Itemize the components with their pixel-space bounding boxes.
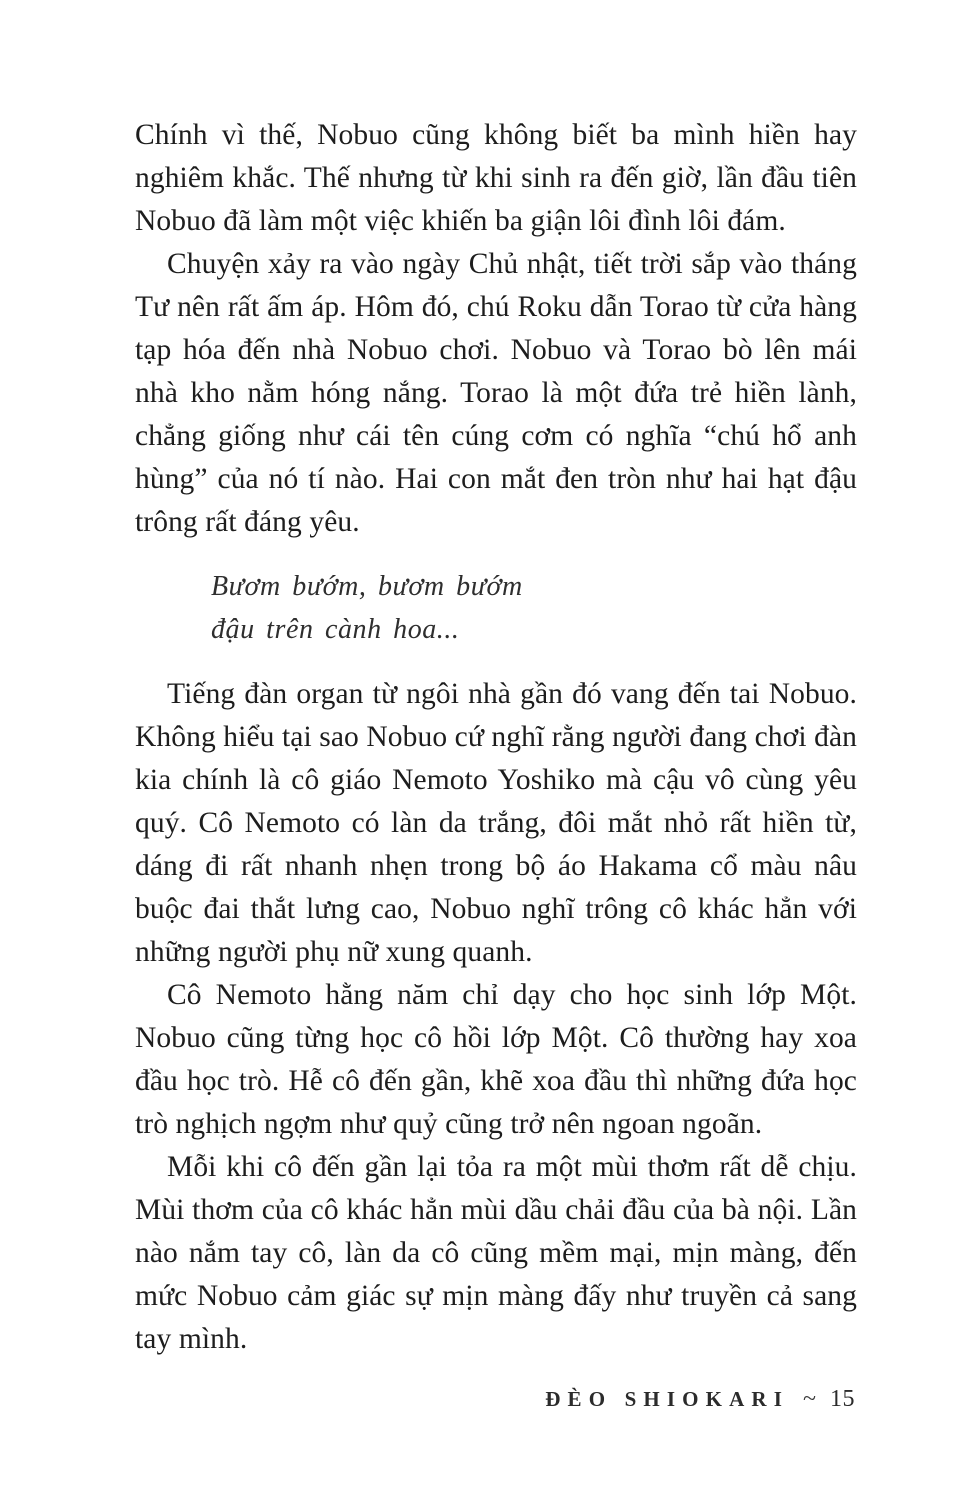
body-paragraph-4: Cô Nemoto hằng năm chỉ dạy cho học sinh lớp Một. Nobuo cũng từng học cô hồi lớp Một. Cô thường hay xoa đầu học trò. Hễ cô đến gần, khẽ xoa đầu thì những đứa học trò nghịch ngợm như quỷ cũng trở nên ngoan ngoãn.: [135, 979, 857, 1140]
footer-book-title: ĐÈO SHIOKARI: [545, 1387, 790, 1411]
body-paragraph-1: Chính vì thế, Nobuo cũng không biết ba mình hiền hay nghiêm khắc. Thế nhưng từ khi sinh ra đến giờ, lần đầu tiên Nobuo đã làm một việc khiến ba giận lôi đình lôi đám.: [135, 119, 857, 237]
verse-block: [211, 565, 857, 651]
body-paragraph-3: Tiếng đàn organ từ ngôi nhà gần đó vang đến tai Nobuo. Không hiểu tại sao Nobuo cứ nghĩ rằng người đang chơi đàn kia chính là cô giáo Nemoto Yoshiko mà cậu vô cùng yêu quý. Cô Nemoto có làn da trắng, đôi mắt nhỏ rất hiền từ, dáng đi rất nhanh nhẹn trong bộ áo Hakama cổ màu nâu buộc đai thắt lưng cao, Nobuo nghĩ trông cô khác hẳn với những người phụ nữ xung quanh.: [135, 678, 857, 968]
footer-separator: ~: [803, 1386, 817, 1412]
page-footer: [545, 1386, 855, 1413]
verse-line-2: đậu trên cành hoa...: [211, 614, 460, 645]
body-paragraph-2: Chuyện xảy ra vào ngày Chủ nhật, tiết trời sắp vào tháng Tư nên rất ấm áp. Hôm đó, chú Roku dẫn Torao từ cửa hàng tạp hóa đến nhà Nobuo chơi. Nobuo và Torao bò lên mái nhà kho nằm hóng nắng. Torao là một đứa trẻ hiền lành, chẳng giống như cái tên cúng cơm có nghĩa “chú hổ anh hùng” của nó tí nào. Hai con mắt đen tròn như hai hạt đậu trông rất đáng yêu.: [135, 248, 857, 538]
text-block: [135, 114, 857, 1361]
footer-page-number: 15: [830, 1386, 855, 1412]
verse-line-1: Bươm bướm, bươm bướm: [211, 571, 523, 602]
body-paragraph-5: Mỗi khi cô đến gần lại tỏa ra một mùi thơm rất dễ chịu. Mùi thơm của cô khác hẳn mùi dầu chải đầu của bà nội. Lần nào nắm tay cô, làn da cô cũng mềm mại, mịn màng, đến mức Nobuo cảm giác sự mịn màng đấy như truyền cả sang tay mình.: [135, 1151, 857, 1355]
